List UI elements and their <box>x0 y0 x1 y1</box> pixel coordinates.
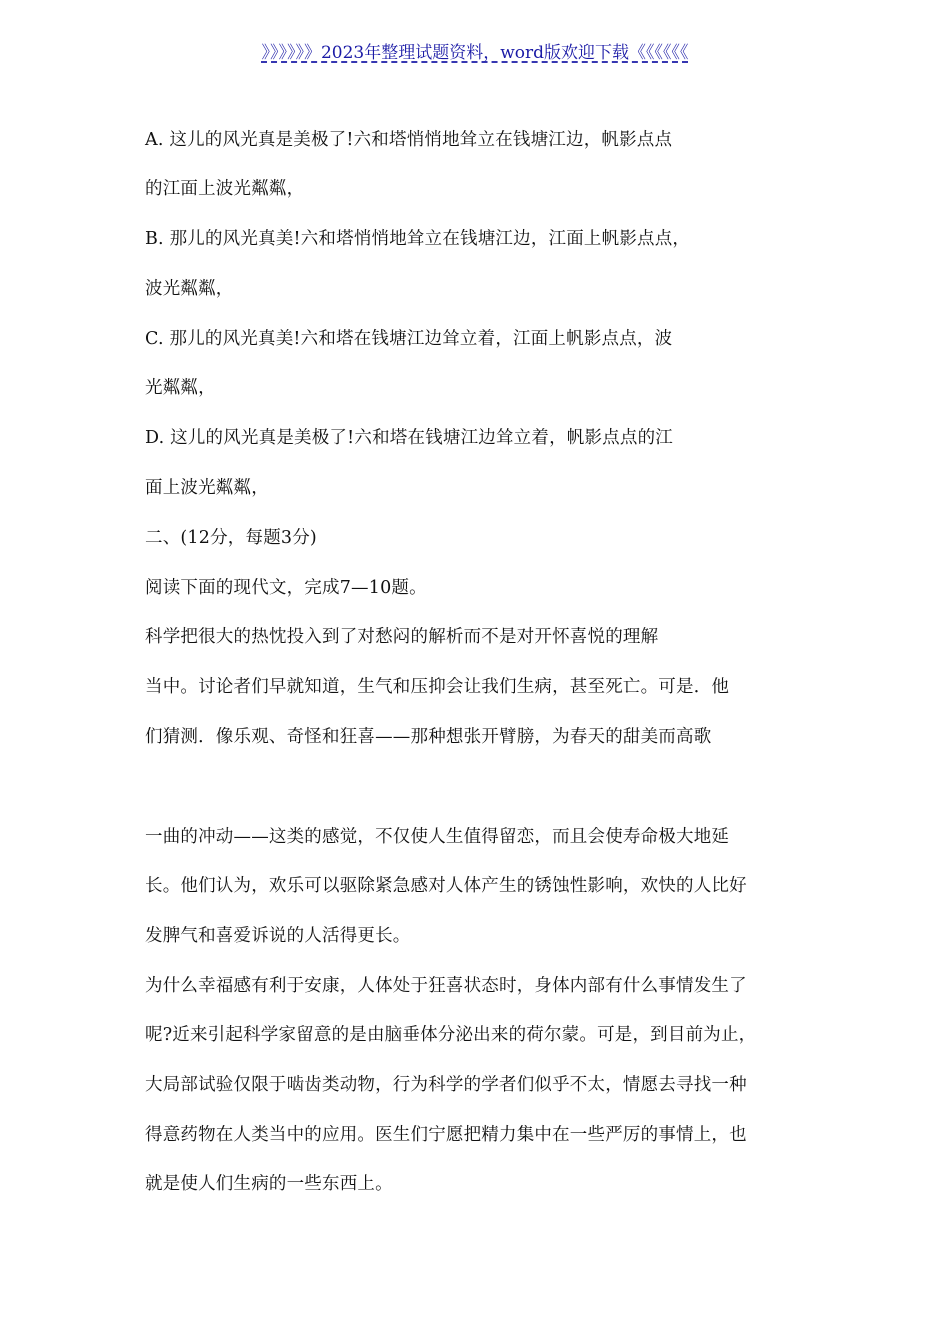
option-d-line-1: D. 这儿的风光真是美极了!六和塔在钱塘江边耸立着，帆影点点的江 <box>145 428 673 448</box>
passage-line: 得意药物在人类当中的应用。医生们宁愿把精力集中在一些严厉的事情上，也 <box>145 1125 747 1145</box>
passage-line: 长。他们认为，欢乐可以驱除紧急感对人体产生的锈蚀性影响，欢快的人比好 <box>145 876 747 896</box>
option-a-line-2: 的江面上波光粼粼， <box>145 179 305 199</box>
passage-line: 科学把很大的热忱投入到了对愁闷的解析而不是对开怀喜悦的理解 <box>145 627 659 647</box>
option-d-line-2: 面上波光粼粼， <box>145 478 269 498</box>
option-b-line-2: 波光粼粼， <box>145 279 234 299</box>
option-c-line-1: C. 那儿的风光真美!六和塔在钱塘江边耸立着，江面上帆影点点，波 <box>145 329 673 349</box>
passage-line: 就是使人们生病的一些东西上。 <box>145 1174 393 1194</box>
passage-line: 发脾气和喜爱诉说的人活得更长。 <box>145 926 411 946</box>
option-c-line-2: 光粼粼， <box>145 378 216 398</box>
download-header-link[interactable]: 》》》》》》2023年整理试题资料，word版欢迎下载《《《《《《 <box>261 43 689 63</box>
section-heading: 二、(12分，每题3分) <box>145 528 317 548</box>
passage-line: 为什么幸福感有利于安康，人体处于狂喜状态时，身体内部有什么事情发生了 <box>145 976 747 996</box>
reading-instruction: 阅读下面的现代文，完成7—10题。 <box>145 578 427 598</box>
passage-line: 当中。讨论者们早就知道，生气和压抑会让我们生病，甚至死亡。可是．他 <box>145 677 730 697</box>
passage-line: 们猜测．像乐观、奇怪和狂喜——那种想张开臂膀，为春天的甜美而高歌 <box>145 727 712 747</box>
option-a-line-1: A. 这儿的风光真是美极了!六和塔悄悄地耸立在钱塘江边，帆影点点 <box>145 130 673 150</box>
passage-line: 一曲的冲动——这类的感觉，不仅使人生值得留恋，而且会使寿命极大地延 <box>145 827 730 847</box>
passage-line: 大局部试验仅限于啮齿类动物，行为科学的学者们似乎不太，情愿去寻找一种 <box>145 1075 747 1095</box>
option-b-line-1: B. 那儿的风光真美!六和塔悄悄地耸立在钱塘江边，江面上帆影点点， <box>145 229 691 249</box>
passage-line: 呢?近来引起科学家留意的是由脑垂体分泌出来的荷尔蒙。可是，到目前为止， <box>145 1025 757 1045</box>
